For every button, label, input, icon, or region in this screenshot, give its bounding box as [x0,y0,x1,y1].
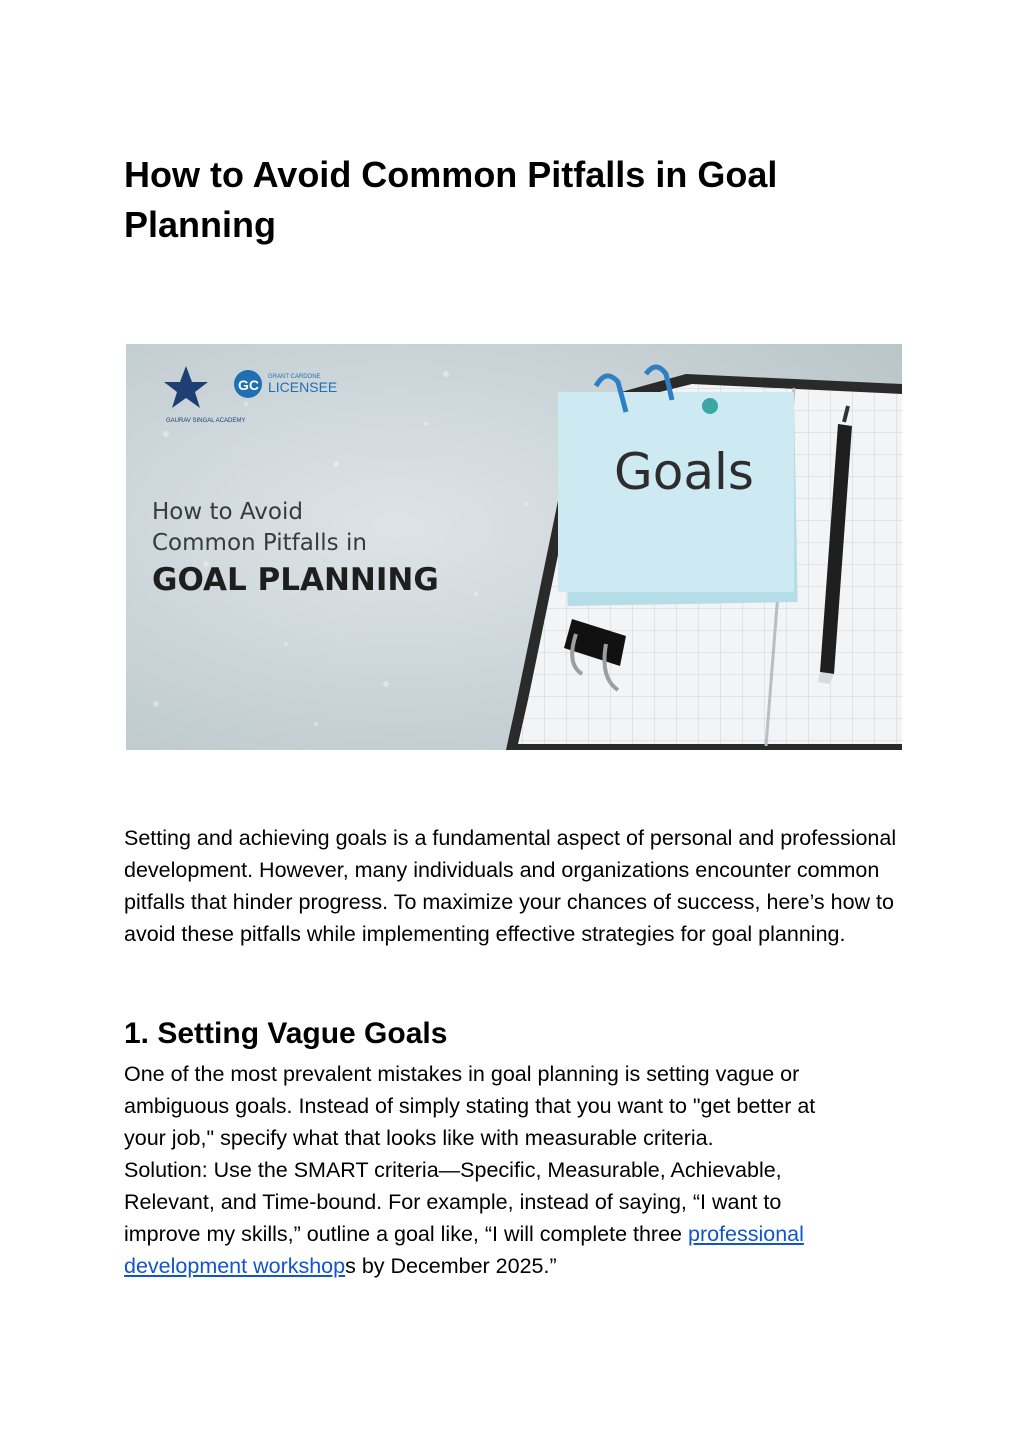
professional-development-link[interactable]: professional [687,1222,804,1246]
solution-line: Solution: Use the SMART criteria—Specific, Measurable, Achievable, [124,1158,782,1182]
section-body-line: One of the most prevalent mistakes in goal planning is setting vague or [124,1062,800,1086]
solution-line-with-link [124,1218,904,1250]
hero-heading-line2: Common Pitfalls in [152,530,367,556]
hero-image [126,344,902,750]
licensee-small-text: GRANT CARDONE [268,374,321,380]
section-body-line: your job," specify what that looks like with measurable criteria. [124,1126,714,1150]
section-heading: 1. Setting Vague Goals [124,1017,448,1050]
hero-heading-line3: GOAL PLANNING [152,562,439,598]
intro-paragraph: Setting and achieving goals is a fundamental aspect of personal and professional development. However, many individuals and organizations encounter common pitfalls that hinder progress. To maximize your chances of success, here’s how to avoid these pitfalls while implementing effective strategies for goal planning. [124,826,897,946]
solution-tail-text: s by December 2025.” [345,1254,557,1278]
solution-text: improve my skills,” outline a goal like, “I will complete three [124,1222,688,1246]
academy-logo-text: GAURAV SINGAL ACADEMY [166,418,246,424]
section-body-line: ambiguous goals. Instead of simply stating that you want to "get better at [124,1094,816,1118]
development-workshop-link[interactable]: development workshop [124,1254,346,1278]
solution-line: Relevant, and Time-bound. For example, instead of saying, “I want to [124,1190,782,1214]
page-title: How to Avoid Common Pitfalls in Goal Planning [124,154,778,245]
solution-line-with-link [124,1250,904,1282]
sticky-note [558,392,798,606]
licensee-badge-text: GC [238,377,259,393]
note-goals-text: Goals [614,443,754,501]
licensee-large-text: LICENSEE [268,379,338,395]
section-body [124,1058,904,1282]
hero-heading-line1: How to Avoid [152,499,303,525]
